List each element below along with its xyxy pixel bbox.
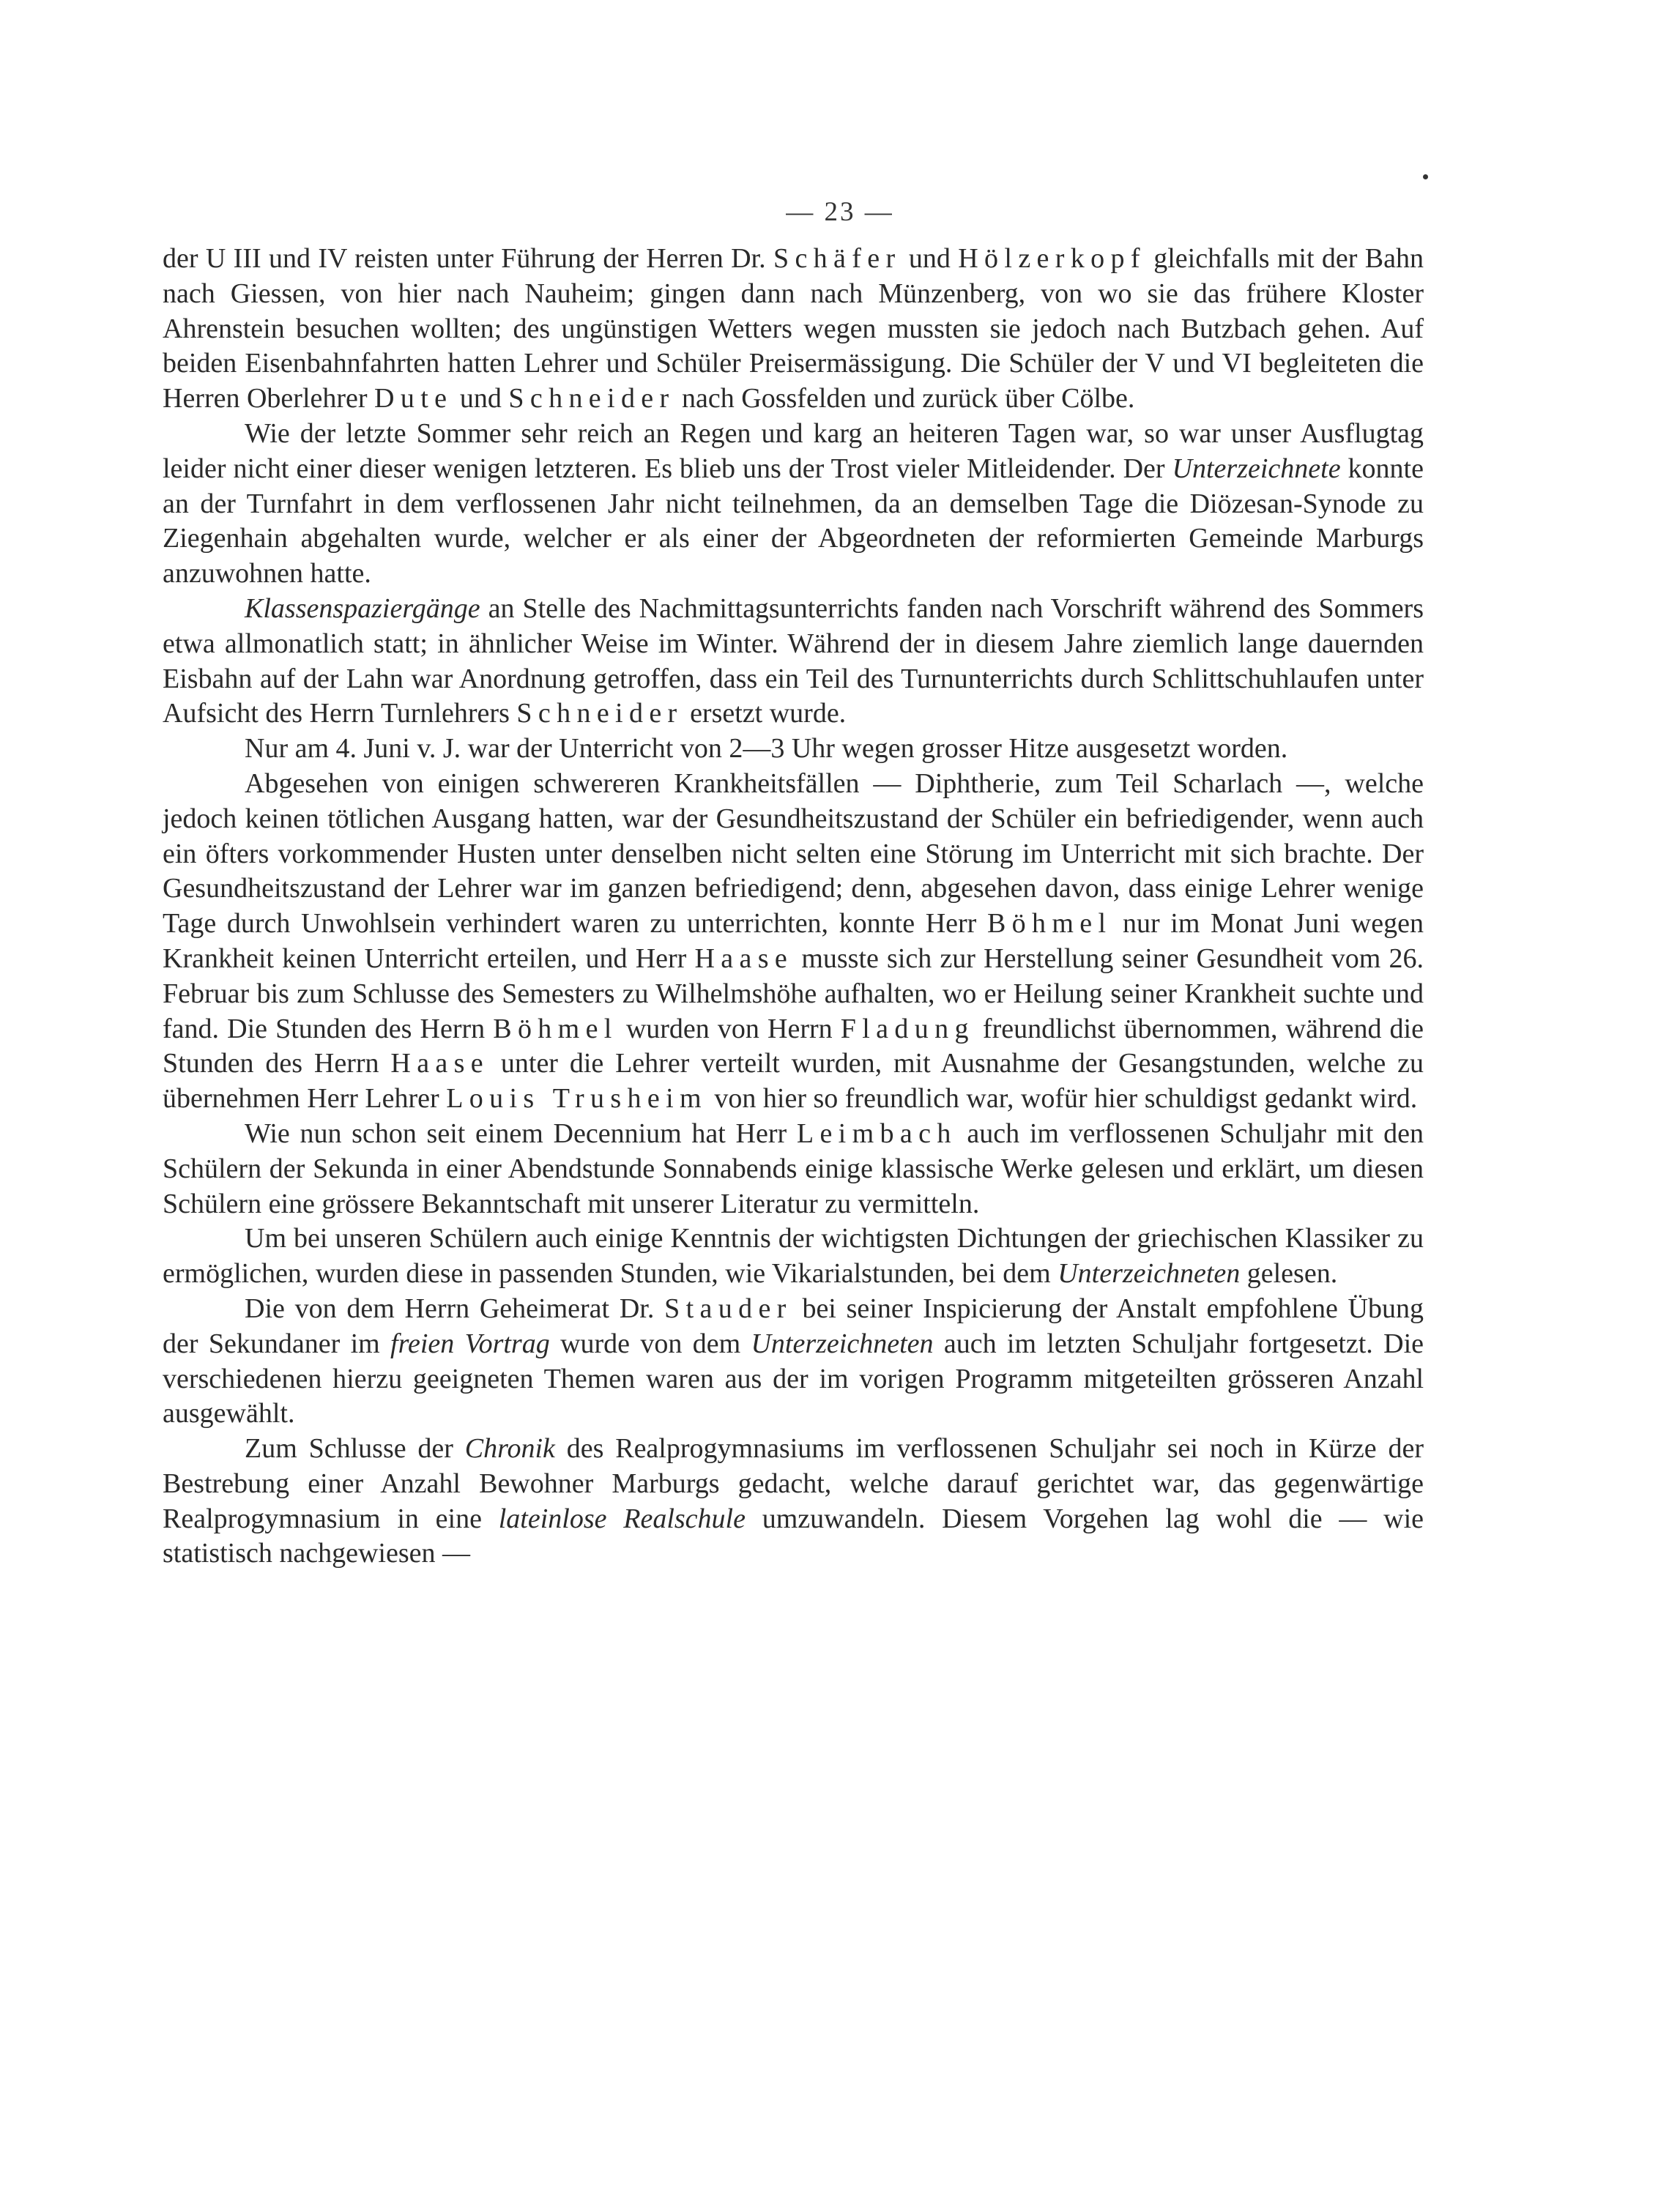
- text-run: der U III und IV reisten unter Führung der Herren Dr.: [163, 243, 773, 274]
- text-run: umzuwandeln. Diesem Vorgehen lag wohl die — wie statistisch nachgewiesen —: [163, 1503, 1424, 1569]
- text-run: Wie nun schon seit einem Decennium hat Herr: [245, 1118, 797, 1149]
- spaced-name: Louis Trusheim: [446, 1083, 707, 1115]
- text-run: wurden von Herrn: [617, 1013, 841, 1044]
- text-run: konnte an der Turnfahrt in dem verflossenen Jahr nicht teilnehmen, da an demselben Tage die Diözesan-Synode zu Ziegenhain abgehalten wurde, welcher er als einer der Abgeordneten der reformierten Gemeinde Marburgs anzuwohnen hatte.: [163, 453, 1424, 590]
- paragraph: [163, 1222, 1424, 1292]
- text-run: und: [453, 383, 509, 414]
- italic-emphasis: Unterzeichnete: [1172, 453, 1341, 484]
- text-run: an Stelle des Nachmittagsunterrichts fanden nach Vorschrift während des Sommers etwa allmonatlich statt; in ähnlicher Weise im Winter. Während der in diesem Jahre ziemlich lange dauernden Eisbahn auf der Lahn war Anordnung getroffen, dass ein Teil des Turnunterrichts durch Schlittschuhlaufen unter Aufsicht des Herrn Turnlehrers: [163, 592, 1424, 729]
- spaced-name: Haase: [390, 1048, 490, 1079]
- text-run: des Realprogymnasiums im verflossenen Schuljahr sei noch in Kürze der Bestrebung einer Anzahl Bewohner Marburgs gedacht, welche darauf gerichtet war, das gegenwärtige Realprogymnasium in eine: [163, 1433, 1424, 1534]
- body-text: [163, 242, 1424, 1572]
- paragraph: [163, 1432, 1424, 1572]
- paragraph: [163, 417, 1424, 592]
- spaced-name: Haase: [694, 942, 794, 974]
- text-run: musste sich zur Herstellung seiner Gesundheit vom 26. Februar bis zum Schlusse des Semesters zu Wilhelmshöhe aufhalten, wo er Heilung seiner Krankheit suchte und fand. Die Stunden des Herrn: [163, 942, 1424, 1044]
- text-run: gleichfalls mit der Bahn nach Giessen, von hier nach Nauheim; gingen dann nach Münzenberg, von wo sie das frühere Kloster Ahrenstein besuchen wollten; des ungünstigen Wetters wegen mussten sie jedoch nach Butzbach gehen. Auf beiden Eisenbahnfahrten hatten Lehrer und Schüler Preisermässigung. Die Schüler der V und VI begleiteten die Herren Oberlehrer: [163, 243, 1424, 414]
- spaced-name: Schneider: [508, 383, 675, 414]
- italic-emphasis: Unterzeichneten: [1058, 1258, 1241, 1290]
- spaced-name: Stauder: [664, 1293, 792, 1324]
- text-run: gelesen.: [1240, 1258, 1338, 1290]
- text-run: bei seiner Inspicierung der Anstalt empfohlene Übung der Sekundaner im: [163, 1293, 1424, 1359]
- paragraph: [163, 1117, 1424, 1222]
- italic-emphasis: freien Vortrag: [390, 1328, 550, 1359]
- spaced-name: Hölzerkopf: [958, 243, 1146, 274]
- page-number: — 23 —: [786, 197, 894, 227]
- paragraph: [163, 242, 1424, 417]
- text-run: Zum Schlusse der: [245, 1433, 465, 1465]
- italic-emphasis: Unterzeichneten: [751, 1328, 934, 1359]
- italic-emphasis: Chronik: [464, 1433, 555, 1465]
- spaced-name: Schneider: [516, 698, 683, 729]
- spaced-name: Böhmel: [986, 908, 1112, 940]
- text-run: Wie der letzte Sommer sehr reich an Regen und karg an heiteren Tagen war, so war unser Ausflugtag leider nicht einer dieser wenigen letzteren. Es blieb uns der Trost vieler Mitleidender. Der: [163, 417, 1424, 484]
- text-run: Die von dem Herrn Geheimerat Dr.: [245, 1293, 665, 1324]
- spaced-name: Fladung: [840, 1013, 975, 1044]
- text-run: auch im verflossenen Schuljahr mit den Schülern der Sekunda in einer Abendstunde Sonnabends einige klassische Werke gelesen und erklärt, um diesen Schülern eine grössere Bekanntschaft mit unserer Literatur zu vermitteln.: [163, 1118, 1424, 1219]
- spaced-name: Dute: [374, 383, 453, 414]
- spaced-name: Leimbach: [796, 1118, 957, 1149]
- text-run: unter die Lehrer verteilt wurden, mit Ausnahme der Gesangstunden, welche zu übernehmen Herr Lehrer: [163, 1048, 1424, 1115]
- text-run: Um bei unseren Schülern auch einige Kenntnis der wichtigsten Dichtungen der griechischen Klassiker zu ermöglichen, wurden diese in passenden Stunden, wie Vikarialstunden, bei dem: [163, 1223, 1424, 1290]
- italic-emphasis: Klassenspaziergänge: [245, 592, 480, 624]
- text-run: ersetzt wurde.: [683, 698, 847, 729]
- text-run: wurde von dem: [549, 1328, 751, 1359]
- text-run: freundlichst übernommen, während die Stunden des Herrn: [163, 1013, 1424, 1079]
- text-run: nach Gossfelden und zurück über Cölbe.: [674, 383, 1135, 414]
- italic-emphasis: lateinlose Realschule: [498, 1503, 746, 1534]
- spaced-name: Böhmel: [493, 1013, 618, 1044]
- paragraph: [163, 767, 1424, 1117]
- text-run: Nur am 4. Juni v. J. war der Unterricht von 2—3 Uhr wegen grosser Hitze ausgesetzt worden.: [245, 733, 1288, 765]
- text-run: von hier so freundlich war, wofür hier schuldigst gedankt wird.: [707, 1083, 1418, 1115]
- paragraph: [163, 592, 1424, 732]
- spaced-name: Schäfer: [773, 243, 902, 274]
- text-run: Abgesehen von einigen schwereren Krankheitsfällen — Diphtherie, zum Teil Scharlach —, welche jedoch keinen tötlichen Ausgang hatten, war der Gesundheitszustand der Schüler ein befriedigender, wenn auch ein öfters vorkommender Husten unter denselben nicht selten eine Störung im Unterricht mit sich brachte. Der Gesundheitszustand der Lehrer war im ganzen befriedigend; denn, abgesehen davon, dass einige Lehrer wenige Tage durch Unwohlsein verhindert waren zu unterrichten, konnte Herr: [163, 767, 1424, 940]
- text-run: auch im letzten Schuljahr fortgesetzt. Die verschiedenen hierzu geeigneten Themen waren aus der im vorigen Programm mitgeteilten grösseren Anzahl ausgewählt.: [163, 1328, 1424, 1429]
- text-run: und: [901, 243, 959, 274]
- ink-speck: [1423, 174, 1428, 179]
- text-run: nur im Monat Juni wegen Krankheit keinen Unterricht erteilen, und Herr: [163, 908, 1424, 974]
- paragraph: [163, 1292, 1424, 1432]
- paragraph: [163, 732, 1424, 767]
